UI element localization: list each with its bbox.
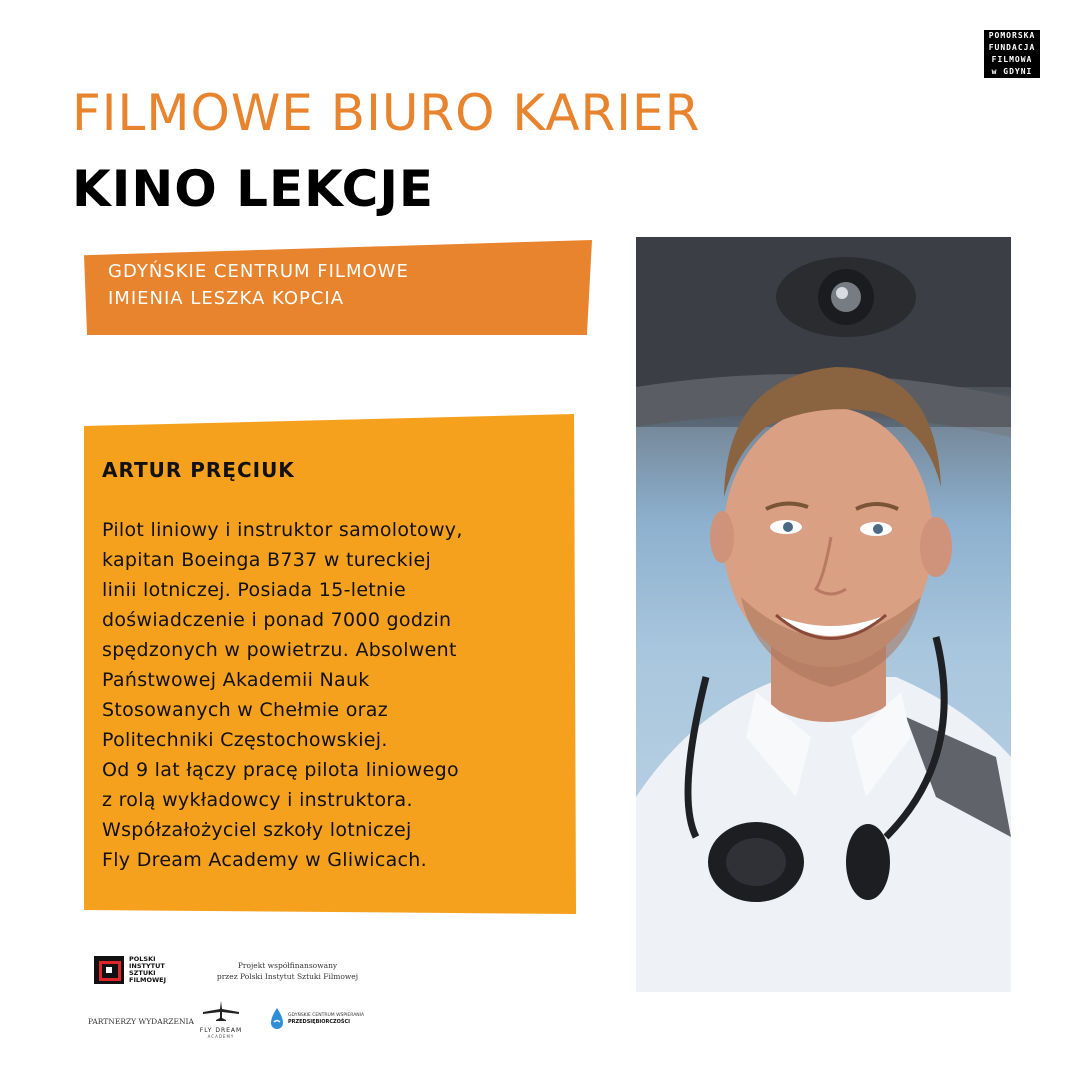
fly-dream-sub: ACADEMY — [207, 1034, 235, 1039]
bio-line: Współzałożyciel szkoły lotniczej — [102, 819, 412, 841]
speaker-name: ARTUR PRĘCIUK — [102, 458, 295, 482]
bio-line: Stosowanych w Chełmie oraz — [102, 699, 388, 721]
pism-logo-line: POLSKI — [129, 955, 156, 963]
event-subtitle: KINO LEKCJE — [72, 160, 435, 218]
venue-line-1: GDYŃSKIE CENTRUM FILMOWE — [108, 261, 409, 282]
gcwp-line-2: PRZEDSIĘBIORCZOŚCI — [288, 1019, 351, 1025]
organizer-logo-line: w GDYNI — [984, 66, 1040, 78]
organizer-logo — [984, 30, 1040, 78]
droplet-icon — [270, 1007, 284, 1031]
speaker-bio — [102, 515, 572, 875]
partners-label: PARTNERZY WYDARZENIA — [88, 1017, 194, 1026]
pism-logo-line: SZTUKI — [129, 969, 156, 977]
fly-dream-academy-logo — [196, 1000, 246, 1039]
organizer-logo-line: FUNDACJA — [984, 42, 1040, 54]
bio-line: linii lotniczej. Posiada 15-letnie — [102, 579, 406, 601]
cofinance-line-1: Projekt współfinansowany — [237, 961, 338, 970]
airplane-icon — [201, 1000, 241, 1022]
bio-line: Fly Dream Academy w Gliwicach. — [102, 849, 427, 871]
venue-name — [108, 258, 409, 312]
organizer-logo-line: FILMOWA — [984, 54, 1040, 66]
bio-line: z rolą wykładowcy i instruktora. — [102, 789, 413, 811]
bio-line: Od 9 lat łączy pracę pilota liniowego — [102, 759, 459, 781]
gcwp-logo — [270, 1007, 364, 1031]
bio-line: spędzonych w powietrzu. Absolwent — [102, 639, 457, 661]
pism-logo-icon — [94, 956, 124, 984]
fly-dream-name: FLY DREAM — [199, 1027, 243, 1034]
organizer-logo-line: POMORSKA — [984, 30, 1040, 42]
cofinance-line-2: przez Polski Instytut Sztuki Filmowej — [216, 972, 359, 981]
bio-line: Państwowej Akademii Nauk — [102, 669, 370, 691]
pism-logo-text — [129, 956, 166, 984]
event-title: FILMOWE BIURO KARIER — [72, 84, 701, 142]
gcwp-text — [288, 1013, 364, 1025]
bio-line: Politechniki Częstochowskiej. — [102, 729, 388, 751]
gcwp-line-1: GDYŃSKIE CENTRUM WSPIERANIA — [288, 1013, 365, 1018]
bio-line: kapitan Boeinga B737 w tureckiej — [102, 549, 432, 571]
bio-line: doświadczenie i ponad 7000 godzin — [102, 609, 452, 631]
venue-line-2: IMIENIA LESZKA KOPCIA — [108, 288, 345, 309]
cofinance-note — [215, 960, 360, 982]
pism-logo — [94, 956, 166, 984]
pism-logo-line: INSTYTUT — [129, 962, 165, 970]
bio-line: Pilot liniowy i instruktor samolotowy, — [102, 519, 463, 541]
pism-logo-line: FILMOWEJ — [129, 976, 167, 984]
speaker-photo — [636, 237, 1011, 992]
